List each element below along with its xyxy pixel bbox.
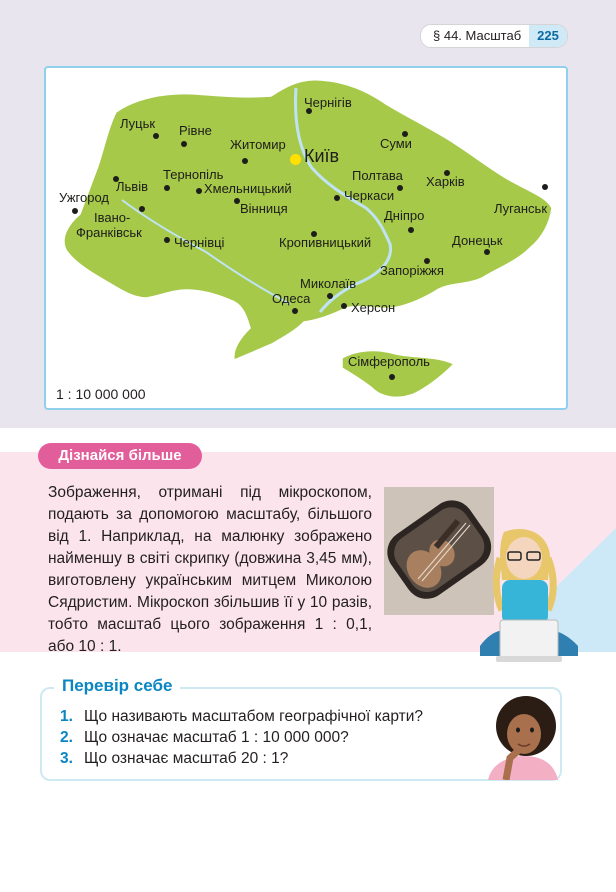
- question-text: Що означає масштаб 20 : 1?: [84, 750, 289, 767]
- city-label-kropyvnytskyi: Кропивницький: [279, 235, 372, 250]
- capital-dot: [290, 154, 301, 165]
- city-label-lutsk: Луцьк: [120, 116, 156, 131]
- map-dot: [242, 158, 248, 164]
- city-label-ivano-frankivsk-2: Франківськ: [76, 225, 142, 240]
- question-number: 3.: [60, 750, 73, 767]
- city-label-ivano-frankivsk: Івано-: [94, 210, 131, 225]
- section-title: § 44. Масштаб: [433, 28, 522, 43]
- map-dot: [139, 206, 145, 212]
- city-label-chernihiv: Чернігів: [304, 95, 352, 110]
- city-label-donetsk: Донецьк: [452, 233, 503, 248]
- learn-more-text: Зображення, отримані під мікроскопом, подають за допомогою масштабу, більшого від 1. Наприклад, на малюнку зображено найменшу в світі скрипку (довжина 3,45 мм), виготовлену українським митцем Миколою Сядристим. Мікроскоп збільшив її у 10 разів, тобто масштаб цього зображення 1 : 0,1, або 10 : 1.: [48, 484, 372, 655]
- city-label-uzhhorod: Ужгород: [59, 190, 109, 205]
- ukraine-map: [44, 66, 568, 410]
- learn-more-badge: Дізнайся більше: [38, 443, 202, 469]
- thinking-girl-illustration: [482, 696, 562, 780]
- map-dot: [397, 185, 403, 191]
- city-label-poltava: Полтава: [352, 168, 403, 183]
- map-dot: [164, 237, 170, 243]
- city-label-luhansk: Луганськ: [494, 201, 548, 216]
- map-dot: [196, 188, 202, 194]
- page-number: 225: [529, 25, 567, 47]
- map-dot: [341, 303, 347, 309]
- page-header: [420, 24, 568, 48]
- map-dot: [292, 308, 298, 314]
- city-label-simferopol: Сімферополь: [348, 354, 430, 369]
- city-label-chernivtsi: Чернівці: [174, 235, 225, 250]
- city-label-khmelnytskyi: Хмельницький: [204, 181, 292, 196]
- map-dot: [153, 133, 159, 139]
- city-label-rivne: Рівне: [179, 123, 212, 138]
- girl-with-laptop-illustration: [474, 528, 584, 666]
- city-label-ternopil: Тернопіль: [163, 167, 224, 182]
- map-scale: 1 : 10 000 000: [56, 386, 146, 402]
- map-dot: [164, 185, 170, 191]
- map-dot: [72, 208, 78, 214]
- city-label-zhytomyr: Житомир: [230, 137, 286, 152]
- city-label-sumy: Суми: [380, 136, 412, 151]
- map-dot: [408, 227, 414, 233]
- city-label-kyiv: Київ: [304, 146, 340, 166]
- city-label-mykolaiv: Миколаїв: [300, 276, 357, 291]
- city-label-cherkasy: Черкаси: [344, 188, 395, 203]
- map-dot: [334, 195, 340, 201]
- city-label-kharkiv: Харків: [426, 174, 465, 189]
- map-dot: [327, 293, 333, 299]
- city-label-kherson: Херсон: [351, 300, 396, 315]
- questions-list: [60, 706, 423, 769]
- city-label-lviv: Львів: [116, 179, 149, 194]
- question-item: [60, 748, 423, 769]
- city-label-dnipro: Дніпро: [384, 208, 425, 223]
- map-dot: [484, 249, 490, 255]
- check-yourself-title: Перевір себе: [54, 676, 180, 696]
- map-dot: [181, 141, 187, 147]
- map-dot: [389, 374, 395, 380]
- question-number: 1.: [60, 708, 73, 725]
- city-label-zaporizhzhia: Запоріжжя: [380, 263, 444, 278]
- question-text: Що означає масштаб 1 : 10 000 000?: [84, 729, 349, 746]
- city-label-vinnytsia: Вінниця: [240, 201, 288, 216]
- city-label-odesa: Одеса: [272, 291, 311, 306]
- question-number: 2.: [60, 729, 73, 746]
- question-item: [60, 727, 423, 748]
- question-text: Що називають масштабом географічної карти?: [84, 708, 424, 725]
- question-item: [60, 706, 423, 727]
- map-dot: [542, 184, 548, 190]
